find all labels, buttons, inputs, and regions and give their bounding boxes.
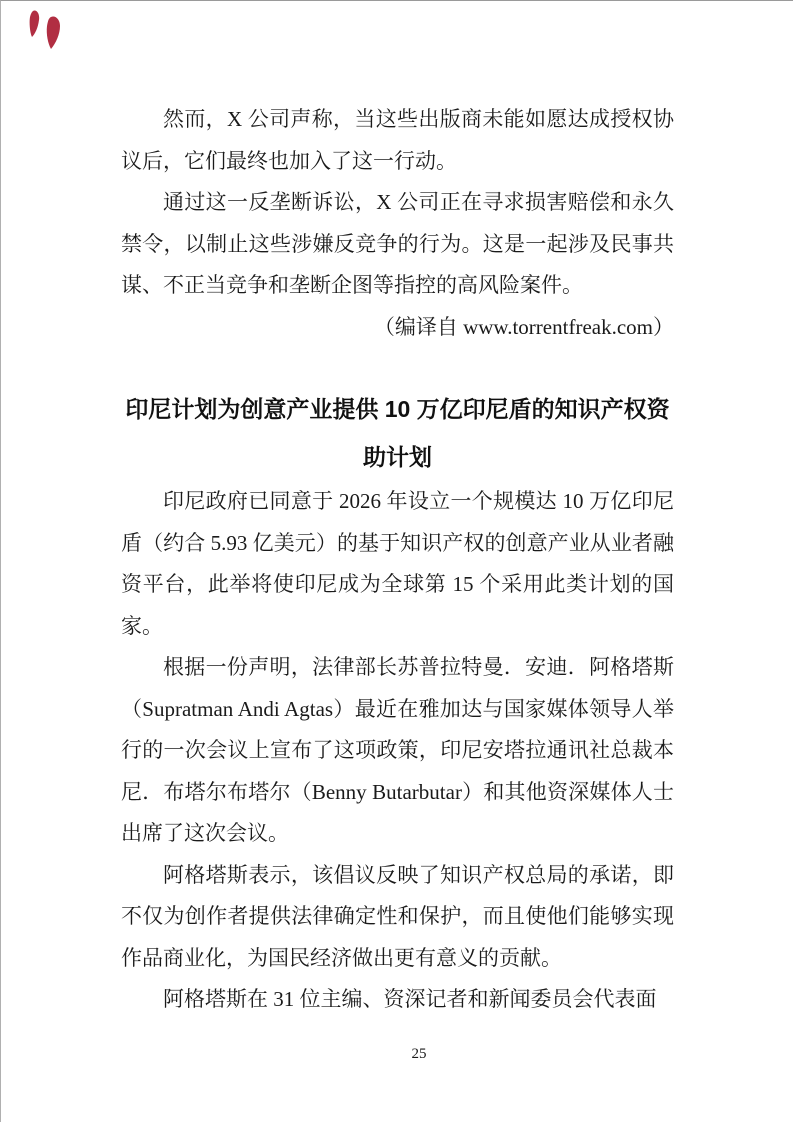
paragraph-publishers-joined: 然而，X 公司声称，当这些出版商未能如愿达成授权协议后，它们最终也加入了这一行动。 (121, 107, 674, 173)
source-attribution: （编译自 www.torrentfreak.com） (373, 314, 674, 339)
red-ink-mark-icon (27, 7, 67, 59)
page-content (121, 99, 674, 1021)
paragraph-agtas-commitment: 阿格塔斯表示，该倡议反映了知识产权总局的承诺，即不仅为创作者提供法律确定性和保护，而且使他们能够实现作品商业化，为国民经济做出更有意义的贡献。 (121, 862, 674, 970)
page-number: 25 (411, 1046, 427, 1062)
paragraph-policy-announcement: 根据一份声明，法律部长苏普拉特曼．安迪．阿格塔斯（Supratman Andi Agtas）最近在雅加达与国家媒体领导人举行的一次会议上宣布了这项政策，印尼安塔拉通讯社总裁本尼．布塔尔布塔尔（Benny Butarbutar）和其他资深媒体人士出席了这次会议。 (121, 655, 674, 845)
paragraph-funding-platform: 印尼政府已同意于 2026 年设立一个规模达 10 万亿印尼盾（约合 5.93 亿美元）的基于知识产权的创意产业从业者融资平台，此举将使印尼成为全球第 15 个采用此类计划的国家。 (121, 489, 674, 638)
paragraph-antitrust-lawsuit: 通过这一反垄断诉讼，X 公司正在寻求损害赔偿和永久禁令，以制止这些涉嫌反竞争的行为。这是一起涉及民事共谋、不正当竞争和垄断企图等指控的高风险案件。 (121, 190, 674, 297)
article-title: 印尼计划为创意产业提供 10 万亿印尼盾的知识产权资助计划 (125, 396, 670, 470)
paragraph-agtas-editors: 阿格塔斯在 31 位主编、资深记者和新闻委员会代表面 (163, 987, 657, 1011)
